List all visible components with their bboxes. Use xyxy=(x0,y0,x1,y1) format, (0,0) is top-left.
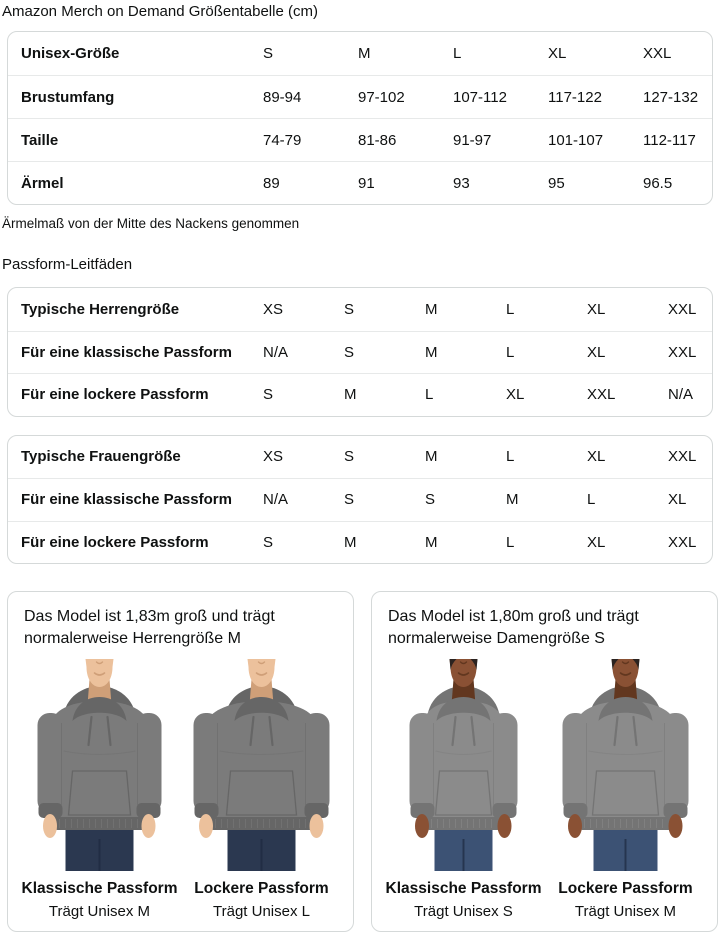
table-cell: 101-107 xyxy=(548,131,604,149)
table-cell: 93 xyxy=(453,174,470,192)
table-cell: M xyxy=(506,491,519,509)
table-cell: XL xyxy=(506,386,525,404)
worn-size-label: Trägt Unisex M xyxy=(574,902,677,920)
table-cell: S xyxy=(263,45,274,62)
table-cell: M xyxy=(358,45,371,62)
table-cell: M xyxy=(425,300,438,318)
table-cell: L xyxy=(587,491,596,509)
row-label: Typische Herrengröße xyxy=(21,300,180,318)
figure-loose-fit xyxy=(185,659,338,920)
table-cell: 112-117 xyxy=(643,131,696,149)
table-cell: XXL xyxy=(587,386,616,404)
table-cell: L xyxy=(506,343,515,361)
model-cards xyxy=(7,591,713,932)
row-label: Für eine klassische Passform xyxy=(21,343,232,361)
table-cell: 89 xyxy=(263,174,280,192)
table-cell: XL xyxy=(587,533,606,551)
row-label: Brustumfang xyxy=(21,88,115,106)
table-cell: 127-132 xyxy=(643,88,699,106)
mens-fit-table xyxy=(7,287,713,417)
table-cell: L xyxy=(506,448,515,466)
row-label: Für eine lockere Passform xyxy=(21,386,209,404)
table-cell: M xyxy=(425,448,438,466)
worn-size-label: Trägt Unisex S xyxy=(414,902,513,920)
table-cell: S xyxy=(344,448,355,466)
model-figures xyxy=(387,659,702,920)
table-cell: S xyxy=(263,533,274,551)
table-cell: 81-86 xyxy=(358,131,397,149)
figure-classic-fit xyxy=(387,659,540,920)
row-label: Typische Frauengröße xyxy=(21,448,181,466)
table-cell: XXL xyxy=(668,300,697,318)
table-cell: L xyxy=(506,533,515,551)
table-cell: 89-94 xyxy=(263,88,302,106)
row-label: Für eine klassische Passform xyxy=(21,491,232,509)
worn-size-label: Trägt Unisex L xyxy=(213,902,310,920)
table-cell: 91 xyxy=(358,174,375,192)
male-model-card xyxy=(7,591,354,932)
table-cell: XL xyxy=(587,448,606,466)
table-cell: M xyxy=(344,533,357,551)
table-cell: XXL xyxy=(668,448,697,466)
table-row xyxy=(8,32,712,75)
table-row xyxy=(8,161,712,204)
table-cell: M xyxy=(344,386,357,404)
table-cell: S xyxy=(263,386,274,404)
worn-size-label: Trägt Unisex M xyxy=(48,902,151,920)
table-row xyxy=(8,118,712,161)
female-loose-fit-photo xyxy=(549,659,702,871)
table-row xyxy=(8,288,712,331)
model-card-title: Das Model ist 1,80m groß und trägt normalerweise Damengröße S xyxy=(388,608,639,648)
table-cell: S xyxy=(344,491,355,509)
table-cell: XXL xyxy=(668,343,697,361)
table-row xyxy=(8,436,712,479)
table-cell: XS xyxy=(263,300,284,318)
table-cell: 96.5 xyxy=(643,174,673,192)
table-cell: XS xyxy=(263,448,284,466)
table-cell: N/A xyxy=(263,343,289,361)
fit-label: Lockere Passform xyxy=(558,879,693,897)
fit-guides-heading: Passform-Leitfäden xyxy=(2,256,133,273)
table-cell: N/A xyxy=(263,491,289,509)
table-cell: 74-79 xyxy=(263,131,302,149)
fit-label: Klassische Passform xyxy=(385,879,542,897)
table-row xyxy=(8,373,712,416)
row-label: Unisex-Größe xyxy=(21,45,120,62)
womens-fit-table xyxy=(7,435,713,565)
table-row xyxy=(8,478,712,521)
table-cell: 97-102 xyxy=(358,88,405,106)
table-cell: S xyxy=(425,491,436,509)
table-cell: 91-97 xyxy=(453,131,492,149)
male-classic-fit-photo xyxy=(23,659,176,871)
table-cell: XXL xyxy=(643,45,672,62)
table-row xyxy=(8,331,712,374)
table-cell: 95 xyxy=(548,174,565,192)
unisex-size-table xyxy=(7,31,713,205)
table-row xyxy=(8,521,712,564)
figure-classic-fit xyxy=(23,659,176,920)
table-cell: M xyxy=(425,533,438,551)
table-row xyxy=(8,75,712,118)
table-cell: XL xyxy=(548,45,567,62)
sleeve-measure-note: Ärmelmaß von der Mitte des Nackens genommen xyxy=(2,216,300,231)
model-card-title: Das Model ist 1,83m groß und trägt normalerweise Herrengröße M xyxy=(24,608,275,648)
model-figures xyxy=(23,659,338,920)
table-cell: 117-122 xyxy=(548,88,602,106)
page-title: Amazon Merch on Demand Größentabelle (cm) xyxy=(2,3,318,20)
fit-label: Lockere Passform xyxy=(194,879,329,897)
table-cell: N/A xyxy=(668,386,694,404)
female-model-card xyxy=(371,591,718,932)
table-cell: XXL xyxy=(668,533,697,551)
table-cell: S xyxy=(344,343,355,361)
table-cell: XL xyxy=(587,343,606,361)
row-label: Für eine lockere Passform xyxy=(21,533,209,551)
fit-label: Klassische Passform xyxy=(21,879,178,897)
figure-loose-fit xyxy=(549,659,702,920)
male-loose-fit-photo xyxy=(185,659,338,871)
table-cell: M xyxy=(425,343,438,361)
row-label: Ärmel xyxy=(21,174,64,192)
table-cell: XL xyxy=(668,491,687,509)
table-cell: 107-112 xyxy=(453,88,507,106)
table-cell: L xyxy=(425,386,434,404)
table-cell: S xyxy=(344,300,355,318)
table-cell: L xyxy=(506,300,515,318)
row-label: Taille xyxy=(21,131,59,149)
table-cell: L xyxy=(453,45,462,62)
table-cell: XL xyxy=(587,300,606,318)
female-classic-fit-photo xyxy=(387,659,540,871)
